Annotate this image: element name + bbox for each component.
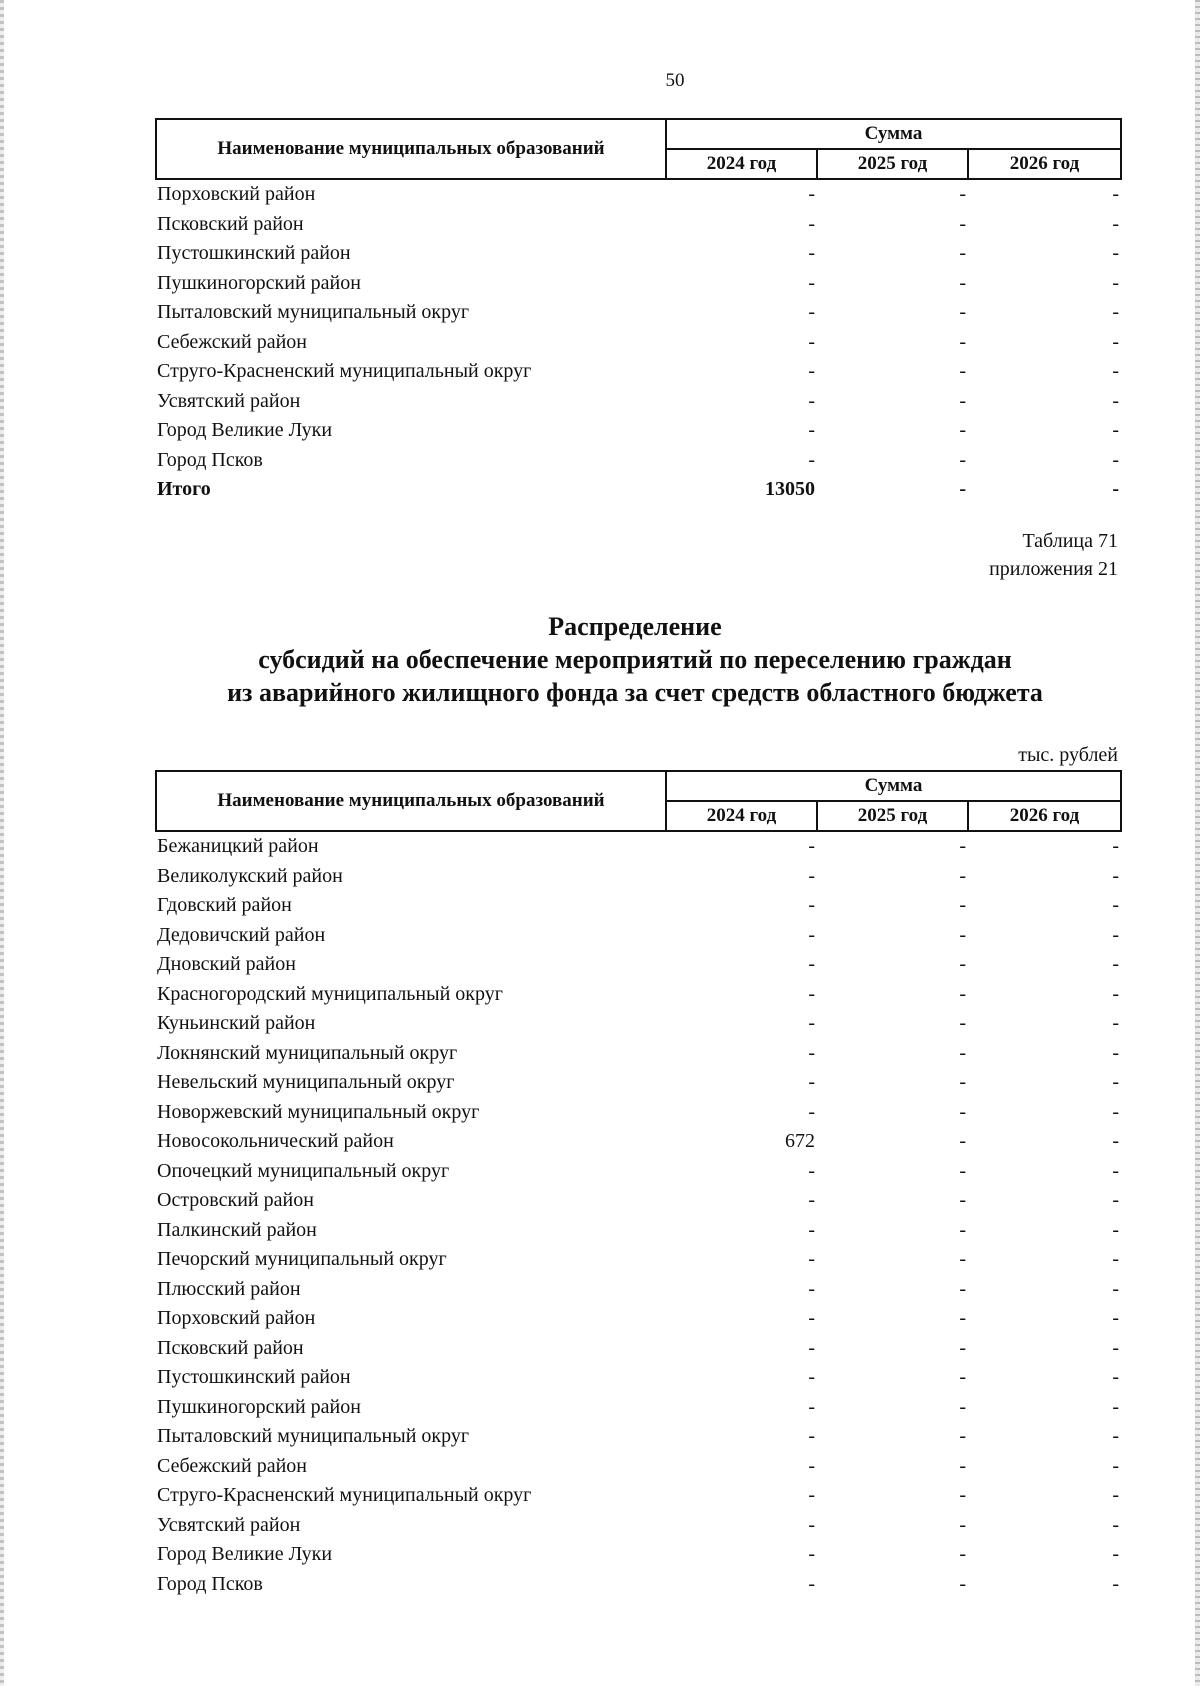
municipality-name-cell: Усвятский район [157,1513,301,1536]
amount-2025-cell: - [959,1041,966,1064]
municipality-name-cell: Псковский район [157,1336,304,1359]
table-row [156,1481,1121,1511]
amount-2025-cell: - [959,1425,966,1447]
amount-2025-cell: - [959,1130,966,1152]
amount-2024-cell: - [808,1336,815,1359]
amount-2024-cell: - [808,389,815,412]
amount-2026-cell: - [1112,419,1119,441]
amount-2024-cell: - [808,242,815,264]
column-header-sum: Сумма [666,119,1121,149]
amount-2025-cell: - [959,389,966,412]
amount-2026-cell: - [1112,330,1119,353]
table-row [156,1363,1121,1393]
amount-2026-cell: - [1112,864,1119,887]
municipality-name-cell: Город Великие Луки [157,419,333,441]
amount-2024-cell: - [808,982,815,1005]
municipality-name-cell: Струго-Красненский муниципальный округ [157,360,532,382]
table-row [156,1245,1121,1275]
amount-2026-cell: - [1112,1425,1119,1447]
municipality-name-cell: Опочецкий муниципальный округ [157,1159,450,1182]
amount-2024-cell: - [808,301,815,323]
amount-2025-cell: - [959,835,966,857]
amount-2026-cell: - [1112,448,1119,471]
table-row [156,446,1121,476]
municipality-name-cell: Пыталовский муниципальный округ [157,301,470,323]
table-row [156,980,1121,1010]
amount-2026-cell: - [1112,1071,1119,1093]
municipality-name-cell: Город Великие Луки [157,1543,333,1565]
municipality-name-cell: Дновский район [157,953,296,975]
amount-2026-cell: - [1112,1248,1119,1270]
amount-2025-cell: - [959,1189,966,1211]
table-row [156,298,1121,328]
amount-2024-cell: - [808,894,815,916]
amount-2024-cell: - [808,419,815,441]
amount-2024-cell: - [808,1307,815,1329]
document-title [100,610,1170,709]
municipality-name-cell: Новосокольнический район [157,1130,394,1152]
amount-2025-cell: - [959,1395,966,1418]
amount-2024-cell: - [808,1454,815,1477]
municipality-name-cell: Новоржевский муниципальный округ [157,1100,480,1123]
amount-2026-cell: - [1112,212,1119,235]
municipality-name-cell: Город Псков [157,1572,263,1595]
table-row [156,179,1121,210]
amount-2025-cell: - [959,1366,966,1388]
amount-2026-cell: - [1112,360,1119,382]
scan-edge-right [1195,0,1200,1686]
municipality-name-cell: Дедовичский район [157,923,326,946]
appendix-caption: приложения 21 [989,558,1118,580]
units-label: тыс. рублей [1018,744,1118,766]
amount-2024-cell: - [808,1159,815,1182]
amount-2024-cell: - [808,1248,815,1270]
municipality-name-cell: Великолукский район [157,864,343,887]
table-row [156,1186,1121,1216]
amount-2025-cell: - [959,1572,966,1595]
page-number: 50 [665,70,685,91]
amount-2025-cell: - [959,1336,966,1359]
amount-2024-cell: - [808,1041,815,1064]
amount-2025-cell: - [959,1513,966,1536]
amount-2024-cell: - [808,1513,815,1536]
table-row [156,328,1121,358]
column-header-2026: 2026 год [968,149,1121,179]
amount-2026-cell: - [1112,1159,1119,1182]
title-line-2: субсидий на обеспечение мероприятий по переселению граждан [258,645,1012,674]
amount-2024-cell: - [808,271,815,294]
amount-2026-cell: - [1112,1130,1119,1152]
municipality-name-cell: Плюсский район [157,1277,301,1300]
column-header-2025: 2025 год [817,149,968,179]
municipality-name-cell: Невельский муниципальный округ [157,1071,455,1093]
table-row [156,950,1121,980]
amount-2026-cell: - [1112,1543,1119,1565]
amount-2025-cell: - [959,448,966,471]
column-header-2024: 2024 год [666,149,817,179]
municipality-name-cell: Итого [157,478,211,500]
municipality-name-cell: Локнянский муниципальный округ [157,1041,458,1064]
table-row [156,891,1121,921]
amount-2025-cell: - [959,1012,966,1034]
amount-2025-cell: - [959,419,966,441]
column-header-2025: 2025 год [817,801,968,831]
amount-2025-cell: - [959,360,966,382]
amount-2024-cell: 672 [785,1130,815,1152]
amount-2026-cell: - [1112,1041,1119,1064]
amount-2026-cell: - [1112,1218,1119,1241]
municipality-name-cell: Пушкиногорский район [157,1395,361,1418]
table-row [156,1098,1121,1128]
table-main [155,770,1122,1599]
municipality-name-cell: Куньинский район [157,1012,316,1034]
table-row [156,1039,1121,1069]
amount-2026-cell: - [1112,271,1119,294]
table-row [156,1275,1121,1305]
amount-2026-cell: - [1112,1454,1119,1477]
amount-2024-cell: - [808,360,815,382]
table-top-header [156,119,1121,179]
amount-2025-cell: - [959,1277,966,1300]
amount-2025-cell: - [959,1307,966,1329]
amount-2024-cell: - [808,1218,815,1241]
amount-2025-cell: - [959,478,966,500]
amount-2026-cell: - [1112,835,1119,857]
amount-2026-cell: - [1112,1336,1119,1359]
amount-2026-cell: - [1112,894,1119,916]
table-row [156,1393,1121,1423]
municipality-name-cell: Бежаницкий район [157,835,319,857]
municipality-name-cell: Себежский район [157,1454,307,1477]
table-row [156,1422,1121,1452]
amount-2026-cell: - [1112,1572,1119,1595]
amount-2026-cell: - [1112,1277,1119,1300]
amount-2025-cell: - [959,864,966,887]
amount-2024-cell: 13050 [765,478,815,500]
amount-2024-cell: - [808,1484,815,1506]
table-row [156,831,1121,862]
amount-2025-cell: - [959,1218,966,1241]
amount-2026-cell: - [1112,1100,1119,1123]
amount-2024-cell: - [808,330,815,353]
table-row [156,1127,1121,1157]
amount-2026-cell: - [1112,1189,1119,1211]
table-row [156,1157,1121,1187]
amount-2025-cell: - [959,271,966,294]
amount-2024-cell: - [808,1366,815,1388]
amount-2025-cell: - [959,301,966,323]
amount-2024-cell: - [808,1277,815,1300]
amount-2024-cell: - [808,1100,815,1123]
amount-2026-cell: - [1112,301,1119,323]
column-header-sum: Сумма [666,771,1121,801]
municipality-name-cell: Палкинский район [157,1218,317,1241]
municipality-name-cell: Пушкиногорский район [157,271,361,294]
municipality-name-cell: Город Псков [157,448,263,471]
scan-edge-left [0,0,4,1686]
table-row [156,1009,1121,1039]
table-row [156,1216,1121,1246]
column-header-name: Наименование муниципальных образований [156,119,666,179]
municipality-name-cell: Островский район [157,1189,314,1211]
amount-2026-cell: - [1112,389,1119,412]
amount-2026-cell: - [1112,953,1119,975]
amount-2025-cell: - [959,894,966,916]
total-row [156,475,1121,505]
amount-2024-cell: - [808,1071,815,1093]
column-header-name: Наименование муниципальных образований [156,771,666,831]
municipality-name-cell: Пустошкинский район [157,1366,351,1388]
amount-2025-cell: - [959,212,966,235]
amount-2025-cell: - [959,330,966,353]
municipality-name-cell: Струго-Красненский муниципальный округ [157,1484,532,1506]
table-row [156,269,1121,299]
table-top-body [156,179,1121,505]
table-row [156,1452,1121,1482]
amount-2025-cell: - [959,242,966,264]
amount-2024-cell: - [808,1012,815,1034]
amount-2024-cell: - [808,448,815,471]
amount-2024-cell: - [808,212,815,235]
column-header-2026: 2026 год [968,801,1121,831]
table-row [156,1540,1121,1570]
table-row [156,1334,1121,1364]
amount-2026-cell: - [1112,1513,1119,1536]
amount-2025-cell: - [959,982,966,1005]
amount-2025-cell: - [959,1071,966,1093]
municipality-name-cell: Красногородский муниципальный округ [157,982,503,1005]
amount-2025-cell: - [959,1484,966,1506]
amount-2024-cell: - [808,923,815,946]
amount-2024-cell: - [808,1572,815,1595]
amount-2026-cell: - [1112,1012,1119,1034]
table-top [155,118,1122,505]
table-row [156,387,1121,417]
amount-2026-cell: - [1112,242,1119,264]
table-row [156,1068,1121,1098]
amount-2024-cell: - [808,1425,815,1447]
amount-2026-cell: - [1112,183,1119,205]
amount-2025-cell: - [959,1159,966,1182]
amount-2025-cell: - [959,1100,966,1123]
amount-2024-cell: - [808,1189,815,1211]
amount-2025-cell: - [959,183,966,205]
municipality-name-cell: Пыталовский муниципальный округ [157,1425,470,1447]
municipality-name-cell: Печорский муниципальный округ [157,1248,447,1270]
table-row [156,416,1121,446]
municipality-name-cell: Порховский район [157,183,316,205]
amount-2026-cell: - [1112,982,1119,1005]
amount-2026-cell: - [1112,1366,1119,1388]
amount-2025-cell: - [959,1543,966,1565]
table-main-body [156,831,1121,1599]
table-row [156,1511,1121,1541]
municipality-name-cell: Порховский район [157,1307,316,1329]
table-row [156,862,1121,892]
amount-2024-cell: - [808,1395,815,1418]
table-row [156,1304,1121,1334]
amount-2024-cell: - [808,183,815,205]
table-main-header [156,771,1121,831]
title-line-1: Распределение [548,612,722,641]
amount-2024-cell: - [808,1543,815,1565]
table-row [156,921,1121,951]
title-line-3: из аварийного жилищного фонда за счет средств областного бюджета [227,678,1043,707]
amount-2026-cell: - [1112,1484,1119,1506]
amount-2024-cell: - [808,953,815,975]
table-number-caption: Таблица 71 [1022,530,1118,552]
municipality-name-cell: Пустошкинский район [157,242,351,264]
amount-2025-cell: - [959,1454,966,1477]
amount-2026-cell: - [1112,923,1119,946]
municipality-name-cell: Усвятский район [157,389,301,412]
municipality-name-cell: Псковский район [157,212,304,235]
municipality-name-cell: Себежский район [157,330,307,353]
amount-2026-cell: - [1112,1395,1119,1418]
table-row [156,357,1121,387]
table-row [156,1570,1121,1600]
amount-2024-cell: - [808,864,815,887]
amount-2026-cell: - [1112,478,1119,500]
amount-2025-cell: - [959,1248,966,1270]
amount-2025-cell: - [959,953,966,975]
amount-2024-cell: - [808,835,815,857]
amount-2026-cell: - [1112,1307,1119,1329]
amount-2025-cell: - [959,923,966,946]
column-header-2024: 2024 год [666,801,817,831]
table-row [156,210,1121,240]
table-row [156,239,1121,269]
municipality-name-cell: Гдовский район [157,894,292,916]
